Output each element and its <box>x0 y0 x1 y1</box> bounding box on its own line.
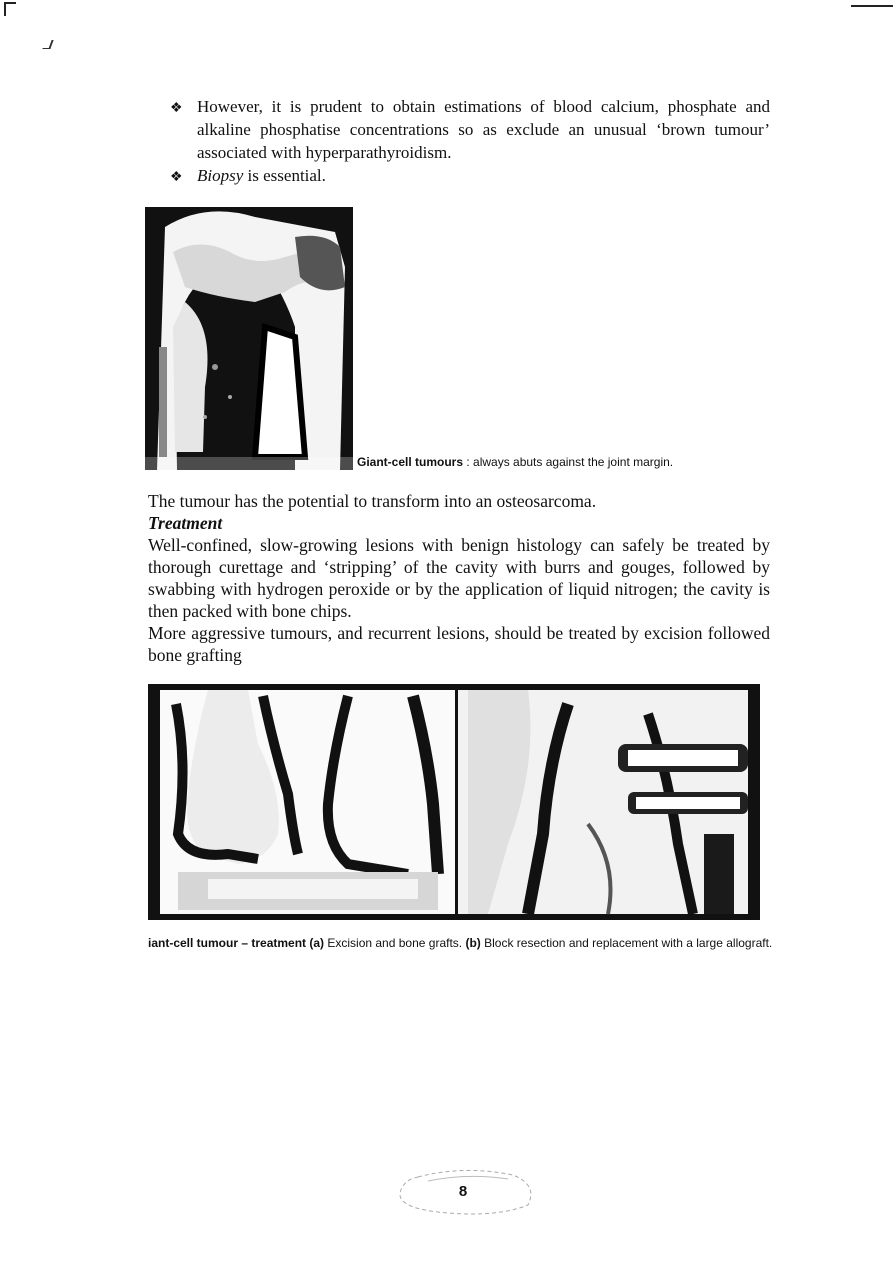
figure2-caption-text-a: Excision and bone grafts. <box>324 936 466 950</box>
scan-speck <box>42 40 53 49</box>
bullet-text-rest: is essential. <box>243 166 326 185</box>
treatment-heading: Treatment <box>148 513 223 533</box>
scan-edge-mark <box>851 5 893 7</box>
figure2-caption-bold-b: (b) <box>465 936 481 950</box>
figure2-caption-text-b: Block resection and replacement with a large allograft. <box>480 936 773 950</box>
treatment-xray-figure <box>148 684 760 920</box>
diamond-bullet-icon: ❖ <box>170 170 183 185</box>
bullet-text: However, it is prudent to obtain estimations of blood calcium, phosphate and alkaline phosphatise concentrations so as exclude an unusual ‘brown tumour’ associated with hyperparathyroidism. <box>197 97 770 162</box>
bullet-item <box>170 95 770 164</box>
page-number-badge <box>388 1165 538 1217</box>
treatment-paragraph: Well-confined, slow-growing lesions with benign histology can safely be treated by thorough curettage and ‘stripping’ of the cavity with burrs and gouges, followed by swabbing with hydrogen peroxide or by the application of liquid nitrogen; the cavity is then packed with bone chips. <box>148 535 770 621</box>
page-number: 8 <box>458 1182 468 1200</box>
figure2-caption <box>148 934 778 952</box>
aggressive-tumour-paragraph: More aggressive tumours, and recurrent lesions, should be treated by excision followed bone grafting <box>148 623 770 665</box>
diamond-bullet-icon: ❖ <box>170 101 183 116</box>
body-text <box>148 490 770 666</box>
figure1-caption-bold: Giant-cell tumours <box>357 455 464 469</box>
giant-cell-tumour-xray <box>145 207 353 470</box>
biopsy-term: Biopsy <box>197 166 244 185</box>
transform-sentence: The tumour has the potential to transform into an osteosarcoma. <box>148 491 597 511</box>
scan-corner-mark <box>4 2 16 16</box>
figure1-caption <box>357 455 673 469</box>
figure2-caption-bold-a: iant-cell tumour – treatment (a) <box>148 936 325 950</box>
figure1-caption-text: : always abuts against the joint margin. <box>463 455 674 469</box>
bullet-list <box>170 95 770 189</box>
bullet-item <box>170 164 770 189</box>
bullet-text <box>197 164 326 187</box>
